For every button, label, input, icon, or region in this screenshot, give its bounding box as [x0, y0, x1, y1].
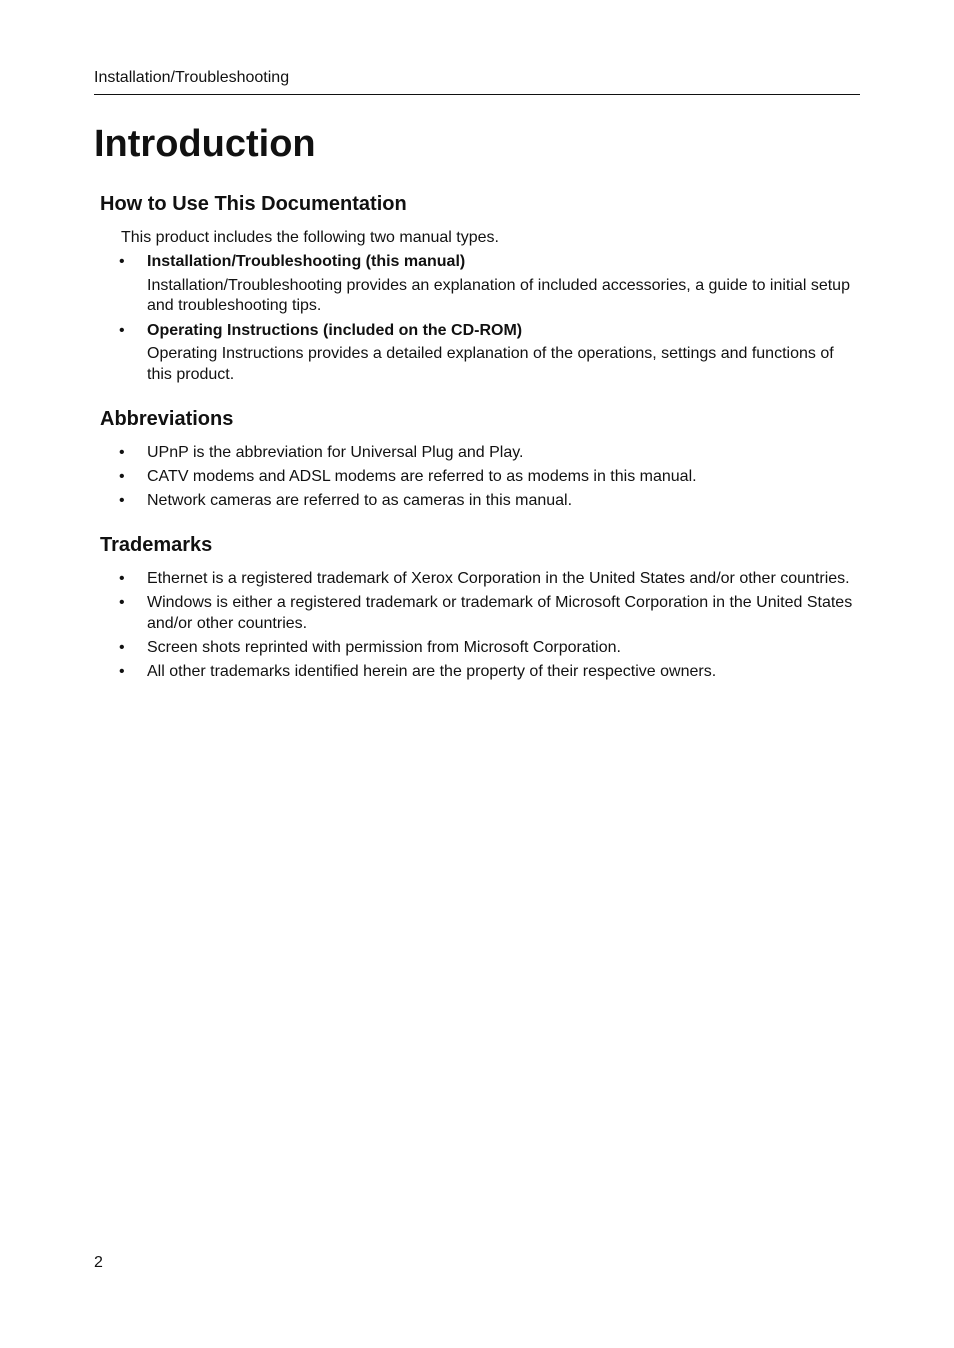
list-item: [100, 321, 860, 386]
trademarks-list: [100, 569, 860, 682]
manual-type-title: Operating Instructions (included on the CD-ROM): [147, 321, 523, 339]
manual-type-description: Operating Instructions provides a detailed explanation of the operations, settings and functions of this product.: [147, 345, 834, 383]
list-item-text: Windows is either a registered trademark or trademark of Microsoft Corporation in the United States and/or other countries.: [147, 594, 853, 632]
section-intro-text: This product includes the following two manual types.: [121, 229, 499, 246]
bullet: •: [119, 444, 125, 461]
section-abbreviations: [100, 407, 860, 517]
manual-type-title: Installation/Troubleshooting (this manual): [147, 253, 466, 270]
bullet: •: [119, 492, 125, 509]
page-number: 2: [94, 1254, 103, 1271]
list-item: [100, 662, 860, 683]
bullet: •: [119, 468, 125, 485]
running-header: Installation/Troubleshooting: [94, 69, 290, 86]
section-heading-abbreviations: Abbreviations: [100, 408, 234, 430]
section-heading-trademarks: Trademarks: [100, 534, 213, 556]
list-item: [100, 593, 860, 634]
list-item: [100, 443, 860, 464]
manual-type-description: Installation/Troubleshooting provides an explanation of included accessories, a guide to initial setup and troubleshooting tips.: [147, 276, 850, 314]
section-heading-how-to-use: How to Use This Documentation: [100, 193, 407, 215]
list-item-text: Ethernet is a registered trademark of Xerox Corporation in the United States and/or other countries.: [147, 570, 850, 587]
list-item: [100, 638, 860, 659]
abbreviations-list: [100, 443, 860, 512]
list-item: [100, 491, 860, 512]
bullet: •: [119, 638, 125, 656]
bullet: •: [119, 662, 125, 680]
list-item-text: Screen shots reprinted with permission from Microsoft Corporation.: [147, 638, 621, 656]
list-item-text: UPnP is the abbreviation for Universal Plug and Play.: [147, 444, 524, 461]
section-trademarks: [100, 533, 860, 713]
bullet: •: [119, 253, 125, 270]
list-item-text: Network cameras are referred to as cameras in this manual.: [147, 492, 573, 509]
section-how-to-use: [100, 192, 860, 392]
header-rule: [94, 94, 860, 95]
bullet: •: [119, 321, 125, 339]
page-title: Introduction: [94, 123, 316, 165]
bullet: •: [119, 570, 125, 587]
list-item: [100, 252, 860, 317]
list-item-text: All other trademarks identified herein are the property of their respective owners.: [147, 662, 717, 680]
bullet: •: [119, 594, 125, 611]
manual-types-list: [100, 252, 860, 385]
list-item-text: CATV modems and ADSL modems are referred to as modems in this manual.: [147, 468, 697, 485]
list-item: [100, 569, 860, 590]
list-item: [100, 467, 860, 488]
